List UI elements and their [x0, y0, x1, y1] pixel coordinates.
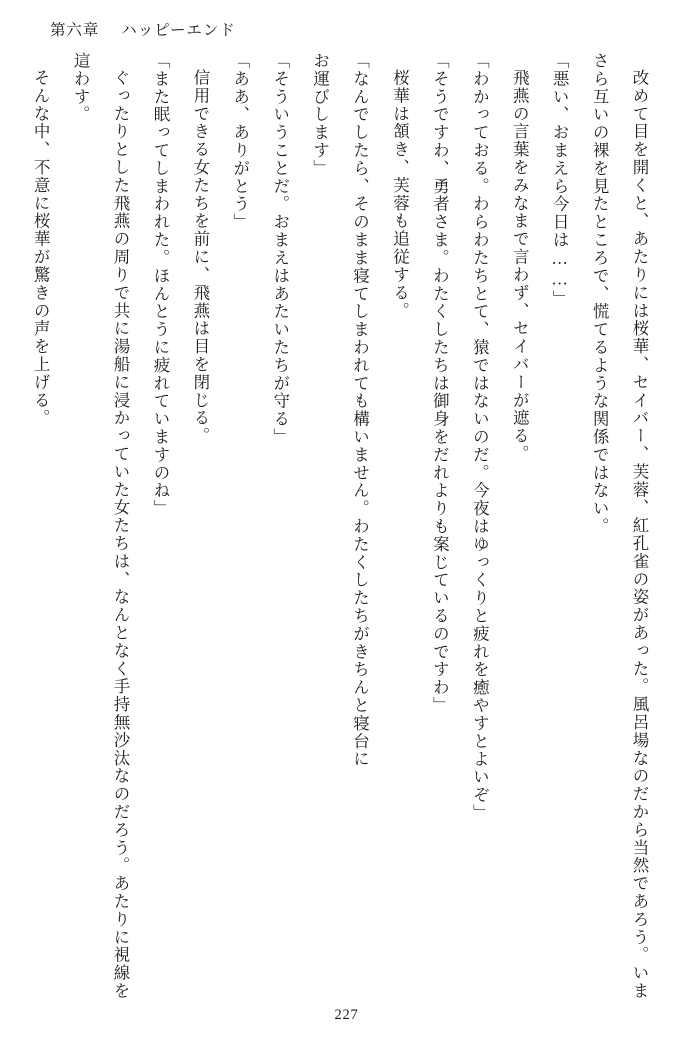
body-paragraph: 「また眠ってしまわれた。ほんとうに疲れていますのね」	[150, 52, 170, 518]
body-paragraph: 改めて目を開くと、あたりには桜華、セイバー、芙蓉、紅孔雀の姿があった。風呂場なのだから当然であろう。いまさら互いの裸を見たところで、慌てるような関係ではない。	[590, 52, 649, 1000]
vertical-text-block	[30, 52, 659, 1000]
chapter-title: ハッピーエンド	[121, 22, 236, 39]
body-paragraph: 桜華は頷き、芙蓉も追従する。	[390, 68, 410, 320]
body-paragraph: ぐったりとした飛燕の周りで共に湯船に浸かっていた女たちは、なんとなく手持無沙汰なのだろう。あたりに視線を這わす。	[71, 52, 131, 1000]
body-paragraph: 「悪い、おまえら今日は……」	[550, 52, 570, 308]
page-body	[30, 52, 663, 1000]
body-paragraph: 「わかっておる。わらわたちとて、猿ではないのだ。今夜はゆっくりと疲れを癒やすとよいぞ」	[470, 52, 490, 822]
body-paragraph: お運びします」	[310, 52, 330, 178]
running-head	[30, 18, 663, 52]
body-paragraph: 「そうですわ、勇者さま。わたくしたちは御身をだれよりも案じているのですわ」	[430, 52, 450, 715]
body-paragraph: 「そういうことだ。おまえはあたいたちが守る」	[270, 52, 290, 446]
chapter-number: 第六章	[50, 22, 100, 39]
body-paragraph: 「ああ、ありがとう」	[230, 52, 250, 232]
page-footer	[30, 1000, 663, 1030]
body-paragraph: そんな中、不意に桜華が驚きの声を上げる。	[31, 68, 51, 427]
body-paragraph: 信用できる女たちを前に、飛燕は目を閉じる。	[190, 68, 210, 445]
body-paragraph: 飛燕の言葉をみなまで言わず、セイバーが遮る。	[510, 68, 530, 463]
page-number: 227	[334, 1006, 359, 1023]
body-paragraph: 「なんでしたら、そのまま寝てしまわれても構いません。わたくしたちがきちんと寝台に	[350, 52, 370, 769]
